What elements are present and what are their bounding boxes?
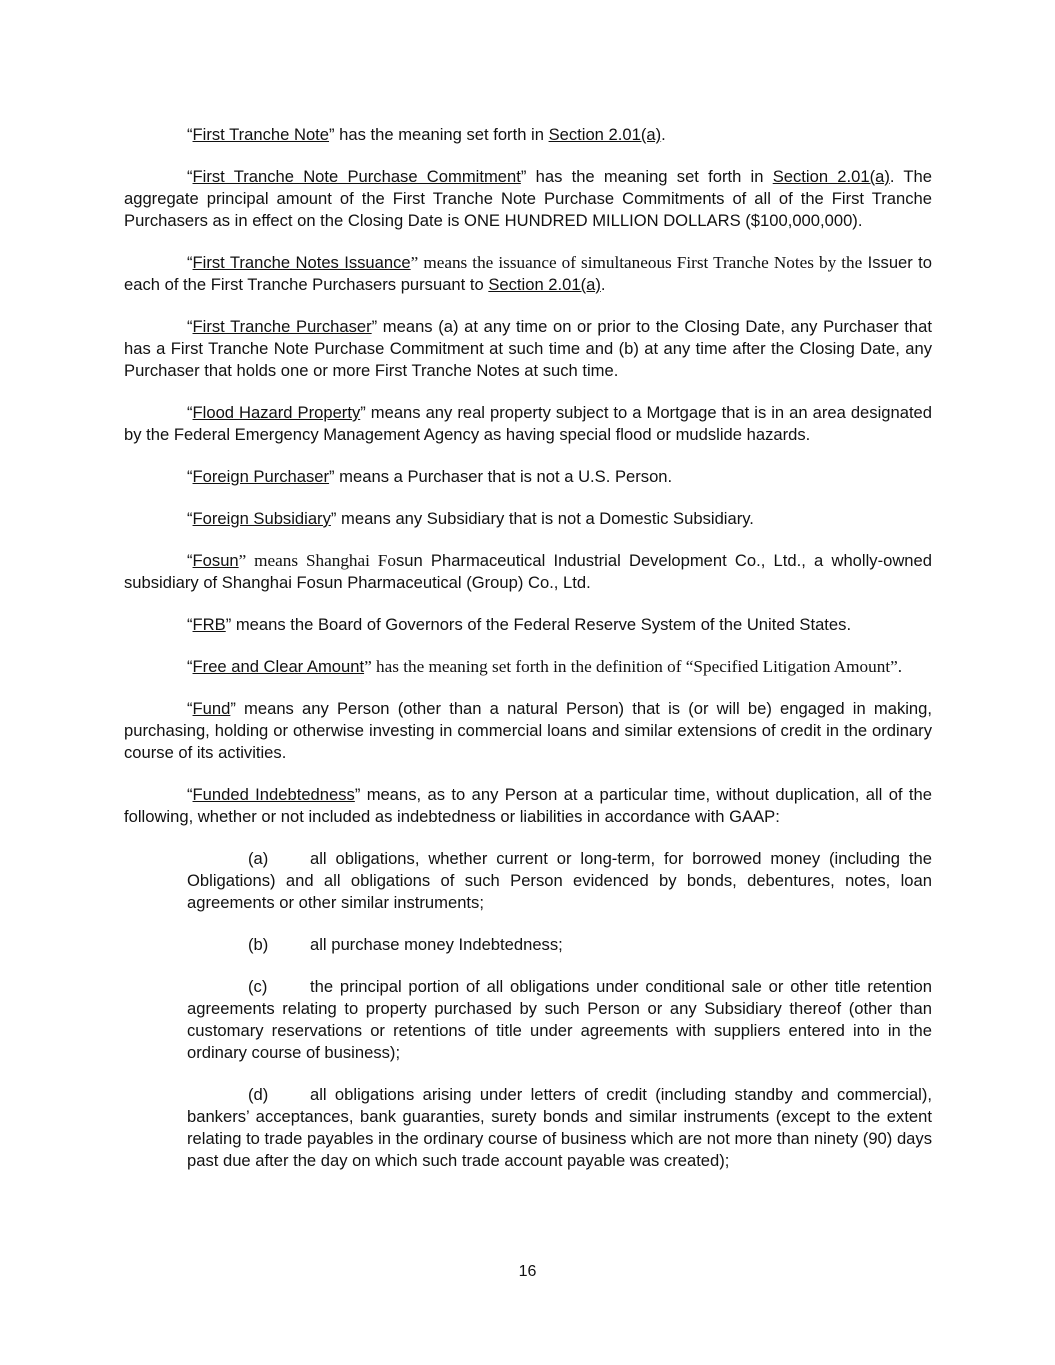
definition-free-and-clear-amount: “Free and Clear Amount” has the meaning set forth in the definition of “Specified Litigation Amount”.	[187, 657, 903, 676]
clause-b	[187, 934, 932, 956]
defined-term: First Tranche Purchaser	[192, 317, 372, 336]
defined-term: Fund	[192, 699, 231, 718]
defined-term: Fosun	[192, 551, 239, 570]
definition-foreign-purchaser: “Foreign Purchaser” means a Purchaser that is not a U.S. Person.	[187, 467, 673, 486]
clause-text: all purchase money Indebtedness;	[310, 935, 563, 954]
definition-foreign-subsidiary: “Foreign Subsidiary” means any Subsidiary that is not a Domestic Subsidiary.	[187, 509, 754, 528]
clause-label: (c)	[248, 977, 268, 996]
defined-term: First Tranche Note Purchase Commitment	[192, 167, 521, 186]
defined-term: Funded Indebtedness	[192, 785, 355, 804]
definition-flood-hazard-property: “Flood Hazard Property” means any real property subject to a Mortgage that is in an area designated by the Federal Emergency Management Agency as having special flood or mudslide hazards.	[124, 403, 933, 444]
page-number: 16	[518, 1263, 537, 1280]
clause-label: (d)	[248, 1085, 269, 1104]
definition-funded-indebtedness: “Funded Indebtedness” means, as to any Person at a particular time, without duplication, all of the following, whether or not included as indebtedness or liabilities in accordance with GAAP:	[124, 785, 932, 826]
definition-first-tranche-note: “First Tranche Note” has the meaning set forth in Section 2.01(a).	[187, 125, 666, 144]
clause-text: all obligations, whether current or long-term, for borrowed money (including the Obligations) and all obligations of such Person evidenced by bonds, debentures, notes, loan agreements or other similar instruments;	[187, 849, 932, 912]
clause-text: all obligations arising under letters of credit (including standby and commercial), bankers’ acceptances, bank guaranties, surety bonds and similar instruments (except to the extent relating to trade payables in the ordinary course of business which are not more than ninety (90) days past due after the day on which such trade account payable was created);	[187, 1085, 932, 1170]
clause-a	[187, 848, 932, 914]
defined-term: FRB	[192, 615, 226, 634]
defined-term: First Tranche Note	[192, 125, 330, 144]
clause-c	[187, 976, 932, 1064]
clause-label: (b)	[248, 935, 269, 954]
clause-text: the principal portion of all obligations under conditional sale or other title retention agreements relating to property purchased by such Person or any Subsidiary thereof (other than customary reservations or retentions of title under agreements with suppliers entered into in the ordinary course of business);	[187, 977, 932, 1062]
defined-term: Free and Clear Amount	[192, 657, 365, 676]
definition-first-tranche-notes-issuance: “First Tranche Notes Issuance” means the issuance of simultaneous First Tranche Notes by the Issuer to each of the First Tranche Purchasers pursuant to Section 2.01(a).	[124, 253, 933, 294]
clause-label: (a)	[248, 849, 269, 868]
defined-term: Flood Hazard Property	[192, 403, 361, 422]
defined-term: Foreign Subsidiary	[192, 509, 331, 528]
section-reference: Section 2.01(a)	[488, 275, 601, 294]
definition-first-tranche-purchaser: “First Tranche Purchaser” means (a) at any time on or prior to the Closing Date, any Purchaser that has a First Tranche Note Purchase Commitment at such time and (b) at any time after the Closing Date, any Purchaser that holds one or more First Tranche Notes at such time.	[124, 317, 932, 380]
defined-term: First Tranche Notes Issuance	[192, 253, 411, 272]
clause-d	[187, 1084, 932, 1172]
definition-first-tranche-note-purchase-commitment: “First Tranche Note Purchase Commitment” has the meaning set forth in Section 2.01(a). The aggregate principal amount of the First Tranche Note Purchase Commitments of all of the First Tranche Purchasers as in effect on the Closing Date is ONE HUNDRED MILLION DOLLARS ($100,000,000).	[124, 167, 932, 230]
definition-fund: “Fund” means any Person (other than a natural Person) that is (or will be) engaged in making, purchasing, holding or otherwise investing in commercial loans and similar extensions of credit in the ordinary course of its activities.	[124, 699, 932, 762]
defined-term: Foreign Purchaser	[192, 467, 330, 486]
definition-frb: “FRB” means the Board of Governors of the Federal Reserve System of the United States.	[187, 615, 852, 634]
section-reference: Section 2.01(a)	[772, 167, 890, 186]
section-reference: Section 2.01(a)	[548, 125, 662, 144]
document-page	[124, 124, 932, 1192]
definition-fosun: “Fosun” means Shanghai Fosun Pharmaceutical Industrial Development Co., Ltd., a wholly-owned subsidiary of Shanghai Fosun Pharmaceutical (Group) Co., Ltd.	[124, 551, 932, 592]
funded-indebtedness-clauses	[187, 848, 932, 1172]
